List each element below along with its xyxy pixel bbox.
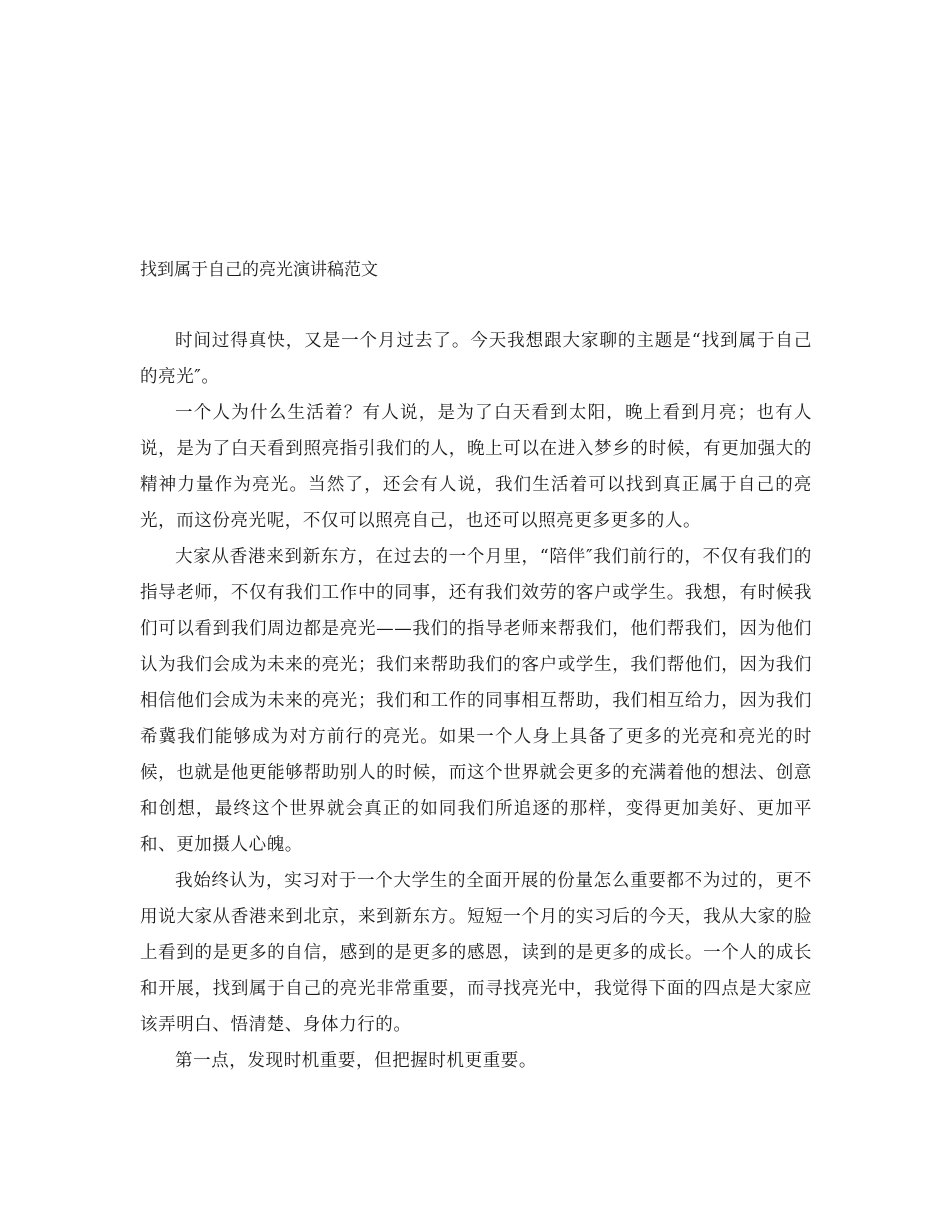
paragraph-5: 第一点，发现时机重要，但把握时机更重要。 [175,1051,537,1071]
paragraph-1: 时间过得真快，又是一个月过去了。今天我想跟大家聊的主题是“找到属于自己的亮光″。 [140,331,812,387]
paragraph-3: 大家从香港来到新东方，在过去的一个月里，“陪伴″我们前行的，不仅有我们的指导老师，不仅有我们工作中的同事，还有我们效劳的客户或学生。我想，有时候我们可以看到我们周边都是亮光——我们的指导老师来帮我们，他们帮我们，因为他们认为我们会成为未来的亮光；我们来帮助我们的客户或学生，我们帮他们，因为我们相信他们会成为未来的亮光；我们和工作的同事相互帮助，我们相互给力，因为我们希冀我们能够成为对方前行的亮光。如果一个人身上具备了更多的光亮和亮光的时候，也就是他更能够帮助别人的时候，而这个世界就会更多的充满着他的想法、创意和创想，最终这个世界就会真正的如同我们所追逐的那样，变得更加美好、更加平和、更加摄人心魄。 [140,547,812,855]
paragraph-2: 一个人为什么生活着？有人说，是为了白天看到太阳，晚上看到月亮；也有人说，是为了白天看到照亮指引我们的人，晚上可以在进入梦乡的时候，有更加强大的精神力量作为亮光。当然了，还会有人说，我们生活着可以找到真正属于自己的亮光，而这份亮光呢，不仅可以照亮自己，也还可以照亮更多更多的人。 [140,403,812,531]
document-body [140,323,812,1079]
document-title: 找到属于自己的亮光演讲稿范文 [140,260,378,280]
paragraph-4: 我始终认为，实习对于一个大学生的全面开展的份量怎么重要都不为过的，更不用说大家从香港来到北京，来到新东方。短短一个月的实习后的今天，我从大家的脸上看到的是更多的自信，感到的是更多的感恩，读到的是更多的成长。一个人的成长和开展，找到属于自己的亮光非常重要，而寻找亮光中，我觉得下面的四点是大家应该弄明白、悟清楚、身体力行的。 [140,871,812,1035]
